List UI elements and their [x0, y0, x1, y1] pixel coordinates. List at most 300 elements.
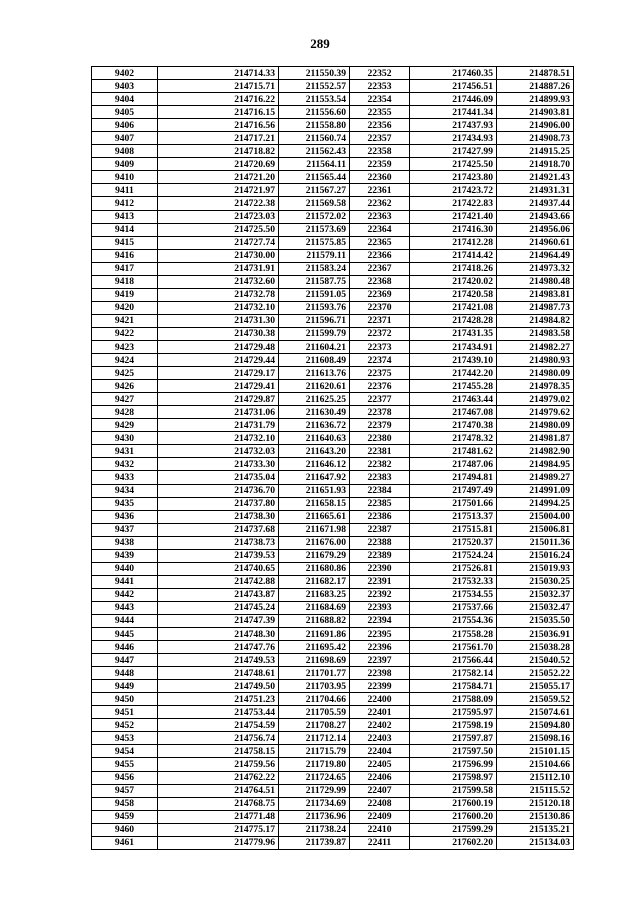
y-coordinate-2-cell: 214878.51 — [497, 67, 574, 80]
table-row — [92, 588, 574, 601]
y-coordinate-2-cell: 215104.66 — [497, 758, 574, 771]
table-row — [92, 667, 574, 680]
table-row — [92, 823, 574, 836]
table-row — [92, 223, 574, 236]
x-coordinate-2-cell: 217600.19 — [410, 797, 497, 810]
point-number-2-cell: 22405 — [350, 758, 410, 771]
table-row — [92, 210, 574, 223]
x-coordinate-cell: 214730.38 — [158, 327, 279, 340]
table-row — [92, 575, 574, 588]
point-number-2-cell: 22387 — [350, 523, 410, 536]
x-coordinate-cell: 214756.74 — [158, 732, 279, 745]
y-coordinate-cell: 211734.69 — [279, 797, 350, 810]
point-number-2-cell: 22376 — [350, 380, 410, 393]
table-row — [92, 641, 574, 654]
x-coordinate-2-cell: 217524.24 — [410, 549, 497, 562]
point-number-2-cell: 22374 — [350, 354, 410, 367]
table-row — [92, 106, 574, 119]
point-number-cell: 9457 — [92, 784, 158, 797]
point-number-2-cell: 22393 — [350, 601, 410, 614]
y-coordinate-2-cell: 214981.87 — [497, 432, 574, 445]
x-coordinate-2-cell: 217431.35 — [410, 327, 497, 340]
x-coordinate-2-cell: 217422.83 — [410, 197, 497, 210]
y-coordinate-cell: 211579.11 — [279, 249, 350, 262]
point-number-2-cell: 22373 — [350, 340, 410, 353]
table-row — [92, 771, 574, 784]
x-coordinate-2-cell: 217588.09 — [410, 693, 497, 706]
point-number-2-cell: 22353 — [350, 80, 410, 93]
y-coordinate-2-cell: 215030.25 — [497, 575, 574, 588]
x-coordinate-cell: 214729.87 — [158, 393, 279, 406]
point-number-2-cell: 22357 — [350, 132, 410, 145]
y-coordinate-2-cell: 215055.17 — [497, 680, 574, 693]
point-number-2-cell: 22398 — [350, 667, 410, 680]
y-coordinate-cell: 211630.49 — [279, 406, 350, 419]
point-number-2-cell: 22384 — [350, 484, 410, 497]
point-number-cell: 9406 — [92, 119, 158, 132]
y-coordinate-2-cell: 215032.37 — [497, 588, 574, 601]
x-coordinate-2-cell: 217412.28 — [410, 236, 497, 249]
table-row — [92, 601, 574, 614]
x-coordinate-cell: 214754.59 — [158, 719, 279, 732]
x-coordinate-cell: 214725.50 — [158, 223, 279, 236]
point-number-2-cell: 22397 — [350, 654, 410, 667]
x-coordinate-cell: 214749.53 — [158, 654, 279, 667]
x-coordinate-2-cell: 217418.26 — [410, 262, 497, 275]
point-number-2-cell: 22391 — [350, 575, 410, 588]
x-coordinate-2-cell: 217558.28 — [410, 628, 497, 641]
x-coordinate-cell: 214748.30 — [158, 628, 279, 641]
x-coordinate-2-cell: 217532.33 — [410, 575, 497, 588]
y-coordinate-2-cell: 214994.25 — [497, 497, 574, 510]
point-number-2-cell: 22407 — [350, 784, 410, 797]
x-coordinate-2-cell: 217441.34 — [410, 106, 497, 119]
y-coordinate-cell: 211572.02 — [279, 210, 350, 223]
point-number-2-cell: 22365 — [350, 236, 410, 249]
point-number-2-cell: 22396 — [350, 641, 410, 654]
table-row — [92, 197, 574, 210]
point-number-2-cell: 22378 — [350, 406, 410, 419]
x-coordinate-2-cell: 217446.09 — [410, 93, 497, 106]
point-number-2-cell: 22399 — [350, 680, 410, 693]
y-coordinate-2-cell: 214991.09 — [497, 484, 574, 497]
y-coordinate-cell: 211703.95 — [279, 680, 350, 693]
table-row — [92, 275, 574, 288]
x-coordinate-cell: 214717.21 — [158, 132, 279, 145]
point-number-2-cell: 22394 — [350, 614, 410, 627]
table-row — [92, 810, 574, 823]
x-coordinate-2-cell: 217470.38 — [410, 419, 497, 432]
point-number-cell: 9416 — [92, 249, 158, 262]
y-coordinate-2-cell: 214964.49 — [497, 249, 574, 262]
point-number-cell: 9423 — [92, 340, 158, 353]
point-number-2-cell: 22371 — [350, 314, 410, 327]
x-coordinate-2-cell: 217460.35 — [410, 67, 497, 80]
x-coordinate-2-cell: 217584.71 — [410, 680, 497, 693]
x-coordinate-cell: 214779.96 — [158, 836, 279, 849]
y-coordinate-cell: 211698.69 — [279, 654, 350, 667]
x-coordinate-2-cell: 217487.06 — [410, 458, 497, 471]
table-row — [92, 301, 574, 314]
point-number-cell: 9452 — [92, 719, 158, 732]
point-number-cell: 9430 — [92, 432, 158, 445]
point-number-2-cell: 22390 — [350, 562, 410, 575]
y-coordinate-2-cell: 214980.09 — [497, 419, 574, 432]
point-number-cell: 9453 — [92, 732, 158, 745]
point-number-cell: 9455 — [92, 758, 158, 771]
x-coordinate-2-cell: 217423.80 — [410, 171, 497, 184]
x-coordinate-cell: 214720.69 — [158, 158, 279, 171]
point-number-cell: 9411 — [92, 184, 158, 197]
point-number-cell: 9420 — [92, 301, 158, 314]
y-coordinate-2-cell: 214982.27 — [497, 340, 574, 353]
point-number-cell: 9437 — [92, 523, 158, 536]
x-coordinate-cell: 214716.56 — [158, 119, 279, 132]
x-coordinate-2-cell: 217597.50 — [410, 745, 497, 758]
point-number-cell: 9441 — [92, 575, 158, 588]
y-coordinate-cell: 211575.85 — [279, 236, 350, 249]
point-number-cell: 9444 — [92, 614, 158, 627]
table-row — [92, 654, 574, 667]
y-coordinate-2-cell: 214937.44 — [497, 197, 574, 210]
x-coordinate-2-cell: 217442.20 — [410, 367, 497, 380]
table-row — [92, 67, 574, 80]
table-row — [92, 523, 574, 536]
y-coordinate-2-cell: 215094.80 — [497, 719, 574, 732]
point-number-cell: 9439 — [92, 549, 158, 562]
x-coordinate-cell: 214749.50 — [158, 680, 279, 693]
x-coordinate-cell: 214747.39 — [158, 614, 279, 627]
point-number-2-cell: 22385 — [350, 497, 410, 510]
x-coordinate-cell: 214731.91 — [158, 262, 279, 275]
point-number-2-cell: 22366 — [350, 249, 410, 262]
point-number-2-cell: 22375 — [350, 367, 410, 380]
x-coordinate-2-cell: 217478.32 — [410, 432, 497, 445]
point-number-cell: 9415 — [92, 236, 158, 249]
x-coordinate-cell: 214771.48 — [158, 810, 279, 823]
x-coordinate-2-cell: 217416.30 — [410, 223, 497, 236]
x-coordinate-cell: 214742.88 — [158, 575, 279, 588]
x-coordinate-2-cell: 217513.37 — [410, 510, 497, 523]
x-coordinate-cell: 214775.17 — [158, 823, 279, 836]
point-number-2-cell: 22372 — [350, 327, 410, 340]
x-coordinate-2-cell: 217515.81 — [410, 523, 497, 536]
point-number-cell: 9426 — [92, 380, 158, 393]
point-number-2-cell: 22406 — [350, 771, 410, 784]
x-coordinate-2-cell: 217597.87 — [410, 732, 497, 745]
table-row — [92, 340, 574, 353]
point-number-2-cell: 22369 — [350, 288, 410, 301]
y-coordinate-2-cell: 214984.95 — [497, 458, 574, 471]
point-number-cell: 9458 — [92, 797, 158, 810]
y-coordinate-2-cell: 214921.43 — [497, 171, 574, 184]
y-coordinate-cell: 211646.12 — [279, 458, 350, 471]
point-number-cell: 9429 — [92, 419, 158, 432]
y-coordinate-cell: 211724.65 — [279, 771, 350, 784]
y-coordinate-cell: 211640.63 — [279, 432, 350, 445]
table-row — [92, 419, 574, 432]
x-coordinate-cell: 214722.38 — [158, 197, 279, 210]
y-coordinate-2-cell: 214979.62 — [497, 406, 574, 419]
x-coordinate-cell: 214747.76 — [158, 641, 279, 654]
y-coordinate-2-cell: 215134.03 — [497, 836, 574, 849]
y-coordinate-cell: 211565.44 — [279, 171, 350, 184]
y-coordinate-2-cell: 214979.02 — [497, 393, 574, 406]
point-number-2-cell: 22411 — [350, 836, 410, 849]
y-coordinate-cell: 211550.39 — [279, 67, 350, 80]
y-coordinate-cell: 211705.59 — [279, 706, 350, 719]
point-number-cell: 9410 — [92, 171, 158, 184]
y-coordinate-2-cell: 215019.93 — [497, 562, 574, 575]
y-coordinate-cell: 211658.15 — [279, 497, 350, 510]
point-number-cell: 9421 — [92, 314, 158, 327]
point-number-cell: 9404 — [92, 93, 158, 106]
point-number-2-cell: 22401 — [350, 706, 410, 719]
x-coordinate-cell: 214729.44 — [158, 354, 279, 367]
y-coordinate-cell: 211573.69 — [279, 223, 350, 236]
table-row — [92, 562, 574, 575]
x-coordinate-cell: 214759.56 — [158, 758, 279, 771]
point-number-cell: 9418 — [92, 275, 158, 288]
x-coordinate-cell: 214737.68 — [158, 523, 279, 536]
point-number-cell: 9417 — [92, 262, 158, 275]
point-number-cell: 9435 — [92, 497, 158, 510]
table-row — [92, 797, 574, 810]
x-coordinate-2-cell: 217463.44 — [410, 393, 497, 406]
x-coordinate-2-cell: 217455.28 — [410, 380, 497, 393]
point-number-2-cell: 22359 — [350, 158, 410, 171]
point-number-2-cell: 22381 — [350, 445, 410, 458]
table-row — [92, 680, 574, 693]
y-coordinate-2-cell: 214980.93 — [497, 354, 574, 367]
x-coordinate-2-cell: 217497.49 — [410, 484, 497, 497]
table-row — [92, 693, 574, 706]
x-coordinate-cell: 214718.82 — [158, 145, 279, 158]
point-number-2-cell: 22358 — [350, 145, 410, 158]
coordinates-table — [91, 66, 574, 850]
y-coordinate-cell: 211719.80 — [279, 758, 350, 771]
point-number-2-cell: 22388 — [350, 536, 410, 549]
y-coordinate-cell: 211683.25 — [279, 588, 350, 601]
point-number-cell: 9424 — [92, 354, 158, 367]
x-coordinate-cell: 214716.15 — [158, 106, 279, 119]
y-coordinate-2-cell: 214956.06 — [497, 223, 574, 236]
x-coordinate-cell: 214729.41 — [158, 380, 279, 393]
x-coordinate-2-cell: 217598.19 — [410, 719, 497, 732]
page-number: 289 — [310, 36, 330, 51]
y-coordinate-cell: 211553.54 — [279, 93, 350, 106]
point-number-cell: 9461 — [92, 836, 158, 849]
y-coordinate-cell: 211676.00 — [279, 536, 350, 549]
x-coordinate-2-cell: 217595.97 — [410, 706, 497, 719]
table-row — [92, 784, 574, 797]
y-coordinate-2-cell: 214915.25 — [497, 145, 574, 158]
y-coordinate-2-cell: 214982.90 — [497, 445, 574, 458]
x-coordinate-2-cell: 217599.58 — [410, 784, 497, 797]
table-row — [92, 706, 574, 719]
point-number-2-cell: 22360 — [350, 171, 410, 184]
x-coordinate-cell: 214739.53 — [158, 549, 279, 562]
table-row — [92, 458, 574, 471]
y-coordinate-cell: 211564.11 — [279, 158, 350, 171]
point-number-cell: 9459 — [92, 810, 158, 823]
x-coordinate-cell: 214745.24 — [158, 601, 279, 614]
x-coordinate-cell: 214751.23 — [158, 693, 279, 706]
table-row — [92, 628, 574, 641]
table-row — [92, 497, 574, 510]
point-number-2-cell: 22404 — [350, 745, 410, 758]
table-row — [92, 184, 574, 197]
point-number-cell: 9427 — [92, 393, 158, 406]
y-coordinate-2-cell: 214943.66 — [497, 210, 574, 223]
point-number-cell: 9443 — [92, 601, 158, 614]
y-coordinate-cell: 211596.71 — [279, 314, 350, 327]
y-coordinate-2-cell: 215038.28 — [497, 641, 574, 654]
y-coordinate-2-cell: 214980.09 — [497, 367, 574, 380]
x-coordinate-cell: 214723.03 — [158, 210, 279, 223]
y-coordinate-2-cell: 214973.32 — [497, 262, 574, 275]
point-number-cell: 9449 — [92, 680, 158, 693]
point-number-cell: 9445 — [92, 628, 158, 641]
y-coordinate-cell: 211729.99 — [279, 784, 350, 797]
y-coordinate-cell: 211569.58 — [279, 197, 350, 210]
point-number-cell: 9432 — [92, 458, 158, 471]
y-coordinate-2-cell: 215040.52 — [497, 654, 574, 667]
x-coordinate-2-cell: 217421.08 — [410, 301, 497, 314]
y-coordinate-2-cell: 214906.00 — [497, 119, 574, 132]
point-number-2-cell: 22354 — [350, 93, 410, 106]
y-coordinate-cell: 211695.42 — [279, 641, 350, 654]
table-row — [92, 732, 574, 745]
x-coordinate-2-cell: 217598.97 — [410, 771, 497, 784]
point-number-cell: 9434 — [92, 484, 158, 497]
x-coordinate-2-cell: 217520.37 — [410, 536, 497, 549]
y-coordinate-2-cell: 214983.58 — [497, 327, 574, 340]
point-number-2-cell: 22402 — [350, 719, 410, 732]
x-coordinate-2-cell: 217600.20 — [410, 810, 497, 823]
y-coordinate-cell: 211738.24 — [279, 823, 350, 836]
table-row — [92, 288, 574, 301]
table-row — [92, 119, 574, 132]
x-coordinate-2-cell: 217425.50 — [410, 158, 497, 171]
x-coordinate-cell: 214753.44 — [158, 706, 279, 719]
x-coordinate-cell: 214764.51 — [158, 784, 279, 797]
point-number-cell: 9454 — [92, 745, 158, 758]
point-number-2-cell: 22380 — [350, 432, 410, 445]
y-coordinate-2-cell: 214918.70 — [497, 158, 574, 171]
table-row — [92, 132, 574, 145]
point-number-2-cell: 22382 — [350, 458, 410, 471]
y-coordinate-2-cell: 214978.35 — [497, 380, 574, 393]
y-coordinate-2-cell: 215120.18 — [497, 797, 574, 810]
y-coordinate-2-cell: 214903.81 — [497, 106, 574, 119]
x-coordinate-cell: 214731.06 — [158, 406, 279, 419]
y-coordinate-2-cell: 215115.52 — [497, 784, 574, 797]
table-row — [92, 393, 574, 406]
x-coordinate-cell: 214768.75 — [158, 797, 279, 810]
x-coordinate-cell: 214721.97 — [158, 184, 279, 197]
point-number-cell: 9440 — [92, 562, 158, 575]
y-coordinate-cell: 211591.05 — [279, 288, 350, 301]
point-number-cell: 9419 — [92, 288, 158, 301]
x-coordinate-cell: 214732.78 — [158, 288, 279, 301]
table-row — [92, 314, 574, 327]
point-number-cell: 9407 — [92, 132, 158, 145]
y-coordinate-cell: 211647.92 — [279, 471, 350, 484]
y-coordinate-2-cell: 215074.61 — [497, 706, 574, 719]
y-coordinate-cell: 211651.93 — [279, 484, 350, 497]
point-number-2-cell: 22395 — [350, 628, 410, 641]
y-coordinate-cell: 211671.98 — [279, 523, 350, 536]
point-number-cell: 9408 — [92, 145, 158, 158]
point-number-2-cell: 22386 — [350, 510, 410, 523]
point-number-cell: 9413 — [92, 210, 158, 223]
point-number-2-cell: 22356 — [350, 119, 410, 132]
x-coordinate-cell: 214732.60 — [158, 275, 279, 288]
x-coordinate-2-cell: 217561.70 — [410, 641, 497, 654]
x-coordinate-2-cell: 217423.72 — [410, 184, 497, 197]
y-coordinate-2-cell: 214931.31 — [497, 184, 574, 197]
x-coordinate-2-cell: 217414.42 — [410, 249, 497, 262]
y-coordinate-cell: 211691.86 — [279, 628, 350, 641]
x-coordinate-2-cell: 217566.44 — [410, 654, 497, 667]
x-coordinate-2-cell: 217428.28 — [410, 314, 497, 327]
table-row — [92, 614, 574, 627]
y-coordinate-cell: 211736.96 — [279, 810, 350, 823]
point-number-cell: 9442 — [92, 588, 158, 601]
x-coordinate-2-cell: 217420.02 — [410, 275, 497, 288]
y-coordinate-cell: 211558.80 — [279, 119, 350, 132]
point-number-cell: 9450 — [92, 693, 158, 706]
table-row — [92, 171, 574, 184]
coordinates-table-body — [92, 67, 574, 850]
table-row — [92, 471, 574, 484]
y-coordinate-cell: 211665.61 — [279, 510, 350, 523]
x-coordinate-cell: 214727.74 — [158, 236, 279, 249]
y-coordinate-cell: 211701.77 — [279, 667, 350, 680]
x-coordinate-cell: 214732.03 — [158, 445, 279, 458]
y-coordinate-cell: 211608.49 — [279, 354, 350, 367]
point-number-cell: 9448 — [92, 667, 158, 680]
x-coordinate-cell: 214735.04 — [158, 471, 279, 484]
x-coordinate-cell: 214732.10 — [158, 301, 279, 314]
x-coordinate-cell: 214714.33 — [158, 67, 279, 80]
table-row — [92, 536, 574, 549]
y-coordinate-cell: 211593.76 — [279, 301, 350, 314]
table-row — [92, 327, 574, 340]
point-number-2-cell: 22383 — [350, 471, 410, 484]
y-coordinate-2-cell: 214899.93 — [497, 93, 574, 106]
y-coordinate-2-cell: 214987.73 — [497, 301, 574, 314]
point-number-2-cell: 22400 — [350, 693, 410, 706]
x-coordinate-2-cell: 217602.20 — [410, 836, 497, 849]
x-coordinate-2-cell: 217421.40 — [410, 210, 497, 223]
y-coordinate-2-cell: 215135.21 — [497, 823, 574, 836]
x-coordinate-2-cell: 217534.55 — [410, 588, 497, 601]
point-number-2-cell: 22355 — [350, 106, 410, 119]
y-coordinate-cell: 211708.27 — [279, 719, 350, 732]
point-number-2-cell: 22363 — [350, 210, 410, 223]
x-coordinate-cell: 214748.61 — [158, 667, 279, 680]
x-coordinate-2-cell: 217526.81 — [410, 562, 497, 575]
point-number-cell: 9402 — [92, 67, 158, 80]
y-coordinate-cell: 211567.27 — [279, 184, 350, 197]
table-row — [92, 445, 574, 458]
x-coordinate-cell: 214762.22 — [158, 771, 279, 784]
x-coordinate-cell: 214732.10 — [158, 432, 279, 445]
y-coordinate-2-cell: 215016.24 — [497, 549, 574, 562]
point-number-2-cell: 22367 — [350, 262, 410, 275]
